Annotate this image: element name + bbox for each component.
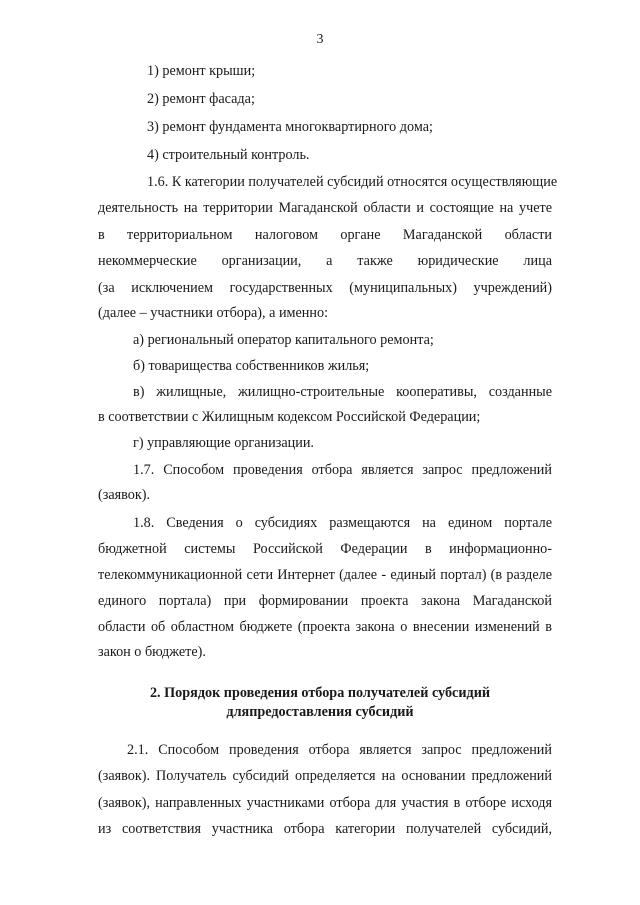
paragraph-1-8-line: 1.8. Сведения о субсидиях размещаются на едином портале xyxy=(133,515,552,531)
list-item-roof-repair: 1) ремонт крыши; xyxy=(147,63,256,79)
paragraph-1-7-line: (заявок). xyxy=(98,487,151,503)
list-item-hoa: б) товарищества собственников жилья; xyxy=(133,358,370,374)
paragraph-1-6-line: (за исключением государственных (муниципальных) учреждений) xyxy=(98,280,552,296)
paragraph-1-6-line: деятельность на территории Магаданской области и состоящие на учете xyxy=(98,200,552,216)
paragraph-1-6-line: некоммерческие организации, а также юридические лица xyxy=(98,253,552,269)
paragraph-1-6-line: (далее – участники отбора), а именно: xyxy=(98,305,329,321)
paragraph-2-1-line: из соответствия участника отбора категории получателей субсидий, xyxy=(98,821,552,837)
paragraph-2-1-line: (заявок). Получатель субсидий определяется на основании предложений xyxy=(98,768,552,784)
list-item-regional-operator: а) региональный оператор капитального ремонта; xyxy=(133,332,434,348)
list-item-cooperatives: в соответствии с Жилищным кодексом Российской Федерации; xyxy=(98,409,481,425)
paragraph-1-6-line: в территориальном налоговом органе Магаданской области xyxy=(98,227,552,243)
paragraph-1-8-line: закон о бюджете). xyxy=(98,644,206,660)
list-item-management-companies: г) управляющие организации. xyxy=(133,435,314,451)
page-number: 3 xyxy=(316,32,324,47)
list-item-cooperatives: в) жилищные, жилищно-строительные кооперативы, созданные xyxy=(133,384,552,400)
paragraph-1-8-line: области об областном бюджете (проекта закона о внесении изменений в xyxy=(98,619,552,635)
paragraph-1-8-line: бюджетной системы Российской Федерации в информационно- xyxy=(98,541,552,557)
section-heading: дляпредоставления субсидий xyxy=(226,704,414,720)
paragraph-1-7-line: 1.7. Способом проведения отбора является запрос предложений xyxy=(133,462,552,478)
list-item-foundation-repair: 3) ремонт фундамента многоквартирного дома; xyxy=(147,119,433,135)
paragraph-1-8-line: телекоммуникационной сети Интернет (далее - единый портал) (в разделе xyxy=(98,567,552,583)
section-heading: 2. Порядок проведения отбора получателей субсидий xyxy=(149,685,491,701)
paragraph-2-1-line: 2.1. Способом проведения отбора является запрос предложений xyxy=(127,742,552,758)
list-item-construction-control: 4) строительный контроль. xyxy=(147,147,310,163)
list-item-facade-repair: 2) ремонт фасада; xyxy=(147,91,255,107)
paragraph-2-1-line: (заявок), направленных участниками отбора для участия в отборе исходя xyxy=(98,795,552,811)
paragraph-1-8-line: единого портала) при формировании проекта закона Магаданской xyxy=(98,593,552,609)
paragraph-1-6-line: 1.6. К категории получателей субсидий относятся осуществляющие xyxy=(147,174,558,190)
